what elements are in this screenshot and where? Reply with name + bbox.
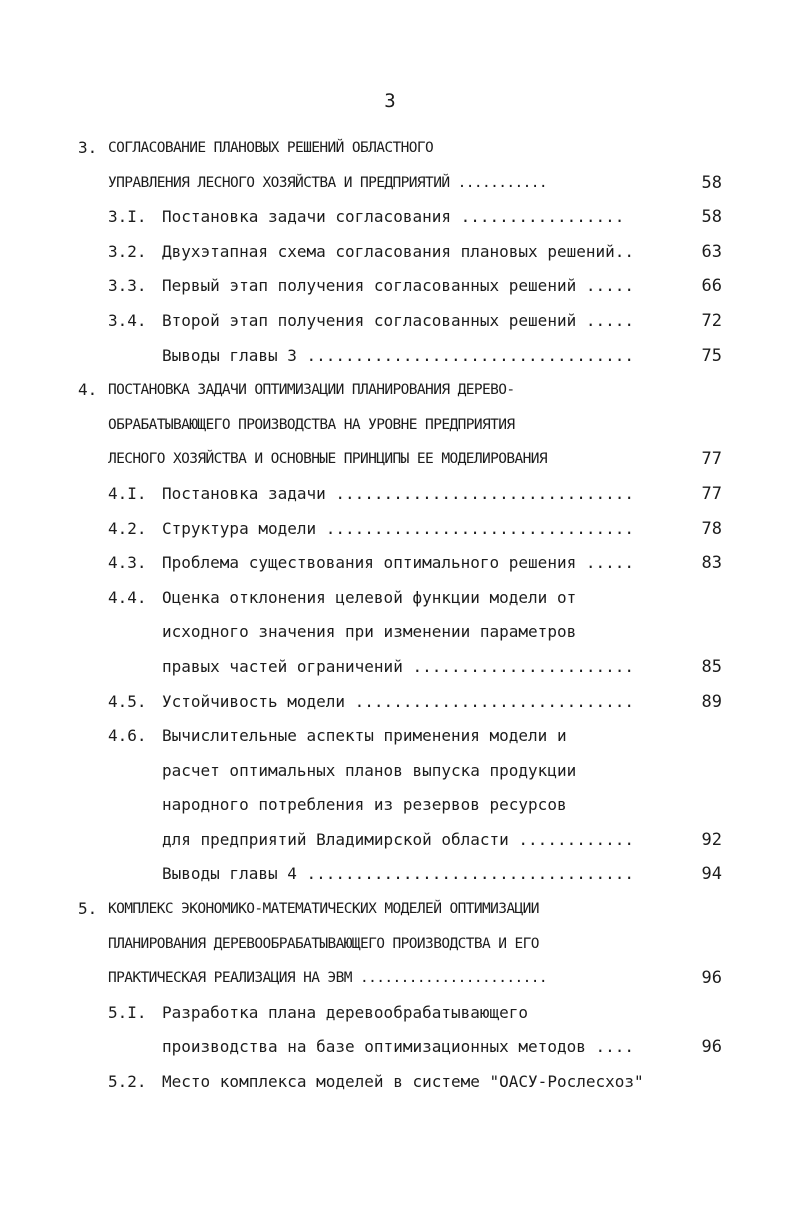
toc-entry-title: для предприятий Владимирской области ............ (162, 829, 635, 849)
toc-entry-page: 92 (701, 829, 722, 850)
toc-entry-number: 4.6. (108, 726, 147, 746)
toc-entry-number: 4.I. (108, 483, 147, 503)
toc-entry-title: Второй этап получения согласованных решений ..... (162, 310, 635, 330)
toc-entry-title: Постановка задачи согласования ................. (162, 207, 625, 227)
toc-entry (0, 897, 792, 932)
toc-entry-title: Выводы главы 4 .................................. (162, 864, 635, 884)
toc-entry (0, 240, 792, 275)
toc-entry-number: 3.3. (108, 276, 147, 296)
toc-entry-page: 72 (701, 310, 722, 331)
toc-entry-page: 58 (701, 207, 722, 228)
toc-entry-title: народного потребления из резервов ресурсов (162, 795, 567, 815)
toc-entry-page: 96 (701, 1037, 722, 1058)
toc-entry-number: 4.4. (108, 587, 147, 607)
toc-entry (0, 274, 792, 309)
toc-entry (0, 309, 792, 344)
toc-entry (0, 205, 792, 240)
toc-entry (0, 1001, 792, 1036)
toc-entry-title: Двухэтапная схема согласования плановых решений.. (162, 241, 635, 261)
toc-entry-number: 3.2. (108, 241, 147, 261)
toc-entry-page: 89 (701, 691, 722, 712)
toc-entry-number: 3.4. (108, 310, 147, 330)
toc-entry-title: СОГЛАСОВАНИЕ ПЛАНОВЫХ РЕШЕНИЙ ОБЛАСТНОГО (108, 140, 434, 156)
toc-entry-title: ПЛАНИРОВАНИЯ ДЕРЕВООБРАБАТЫВАЮЩЕГО ПРОИЗВОДСТВА И ЕГО (108, 935, 539, 952)
toc-entry (0, 586, 792, 621)
toc-entry (0, 759, 792, 794)
toc-entry-page: 96 (701, 968, 722, 989)
toc-entry (0, 378, 792, 413)
toc-entry-title: Постановка задачи ............................... (162, 483, 635, 503)
toc-entry (0, 862, 792, 897)
toc-entry-title: Устойчивость модели ............................. (162, 691, 635, 711)
toc-entry-title: исходного значения при изменении параметров (162, 622, 577, 642)
toc-entry-title: Место комплекса моделей в системе "ОАСУ-Рослесхоз" (162, 1072, 644, 1092)
toc-entry (0, 655, 792, 690)
toc-entry-title: производства на базе оптимизационных методов .... (162, 1037, 635, 1057)
toc-entry-page: 66 (701, 276, 722, 297)
toc-entry (0, 413, 792, 448)
toc-entry (0, 620, 792, 655)
toc-entry (0, 136, 792, 171)
toc-entry (0, 690, 792, 725)
toc-entry-number: 5.I. (108, 1002, 147, 1022)
toc-entry-page: 94 (701, 864, 722, 885)
toc-entry-page: 77 (701, 449, 722, 470)
toc-entry-title: Проблема существования оптимального решения ..... (162, 553, 635, 573)
toc-entry (0, 171, 792, 206)
toc-entry (0, 517, 792, 552)
toc-entry-number: 4. (78, 380, 98, 400)
toc-entry (0, 932, 792, 967)
toc-entry-number: 5.2. (108, 1072, 147, 1092)
table-of-contents (0, 136, 792, 1105)
toc-entry-page: 63 (701, 241, 722, 262)
toc-entry-number: 4.3. (108, 553, 147, 573)
toc-entry-number: 3.I. (108, 207, 147, 227)
toc-entry (0, 1035, 792, 1070)
toc-entry (0, 793, 792, 828)
toc-entry-title: ОБРАБАТЫВАЮЩЕГО ПРОИЗВОДСТВА НА УРОВНЕ ПРЕДПРИЯТИЯ (108, 416, 515, 433)
toc-entry-number: 5. (78, 899, 98, 919)
toc-entry (0, 447, 792, 482)
toc-entry-page: 58 (701, 172, 722, 193)
toc-entry-title: Выводы главы 3 .................................. (162, 345, 635, 365)
toc-entry-page: 85 (701, 656, 722, 677)
toc-entry-number: 3. (78, 138, 98, 157)
toc-entry-title: ЛЕСНОГО ХОЗЯЙСТВА И ОСНОВНЫЕ ПРИНЦИПЫ ЕЕ МОДЕЛИРОВАНИЯ (108, 451, 548, 468)
toc-entry-title: Структура модели ................................ (162, 518, 635, 538)
toc-entry (0, 1070, 792, 1105)
page-number: 3 (384, 90, 396, 112)
toc-entry-title: правых частей ограничений ....................... (162, 656, 635, 676)
toc-entry-title: Разработка плана деревообрабатывающего (162, 1002, 529, 1022)
toc-entry-title: УПРАВЛЕНИЯ ЛЕСНОГО ХОЗЯЙСТВА И ПРЕДПРИЯТИЙ ........... (108, 174, 548, 191)
toc-entry (0, 344, 792, 379)
toc-entry-number: 4.2. (108, 518, 147, 538)
toc-entry (0, 551, 792, 586)
toc-entry (0, 482, 792, 517)
toc-entry-title: Оценка отклонения целевой функции модели от (162, 587, 577, 607)
toc-entry-page: 75 (701, 345, 722, 366)
toc-entry-title: ПРАКТИЧЕСКАЯ РЕАЛИЗАЦИЯ НА ЭВМ ....................... (108, 970, 548, 987)
toc-entry-title: Первый этап получения согласованных решений ..... (162, 276, 635, 296)
toc-entry-page: 77 (701, 483, 722, 504)
toc-entry-title: ПОСТАНОВКА ЗАДАЧИ ОПТИМИЗАЦИИ ПЛАНИРОВАНИЯ ДЕРЕВО- (108, 382, 515, 399)
toc-entry-title: Вычислительные аспекты применения модели и (162, 726, 567, 746)
toc-entry (0, 724, 792, 759)
toc-entry-page: 83 (701, 553, 722, 574)
toc-entry-title: расчет оптимальных планов выпуска продукции (162, 760, 577, 780)
toc-entry (0, 966, 792, 1001)
toc-entry-title: КОМПЛЕКС ЭКОНОМИКО-МАТЕМАТИЧЕСКИХ МОДЕЛЕЙ ОПТИМИЗАЦИИ (108, 901, 539, 918)
toc-entry-number: 4.5. (108, 691, 147, 711)
toc-entry-page: 78 (701, 518, 722, 539)
toc-entry (0, 828, 792, 863)
